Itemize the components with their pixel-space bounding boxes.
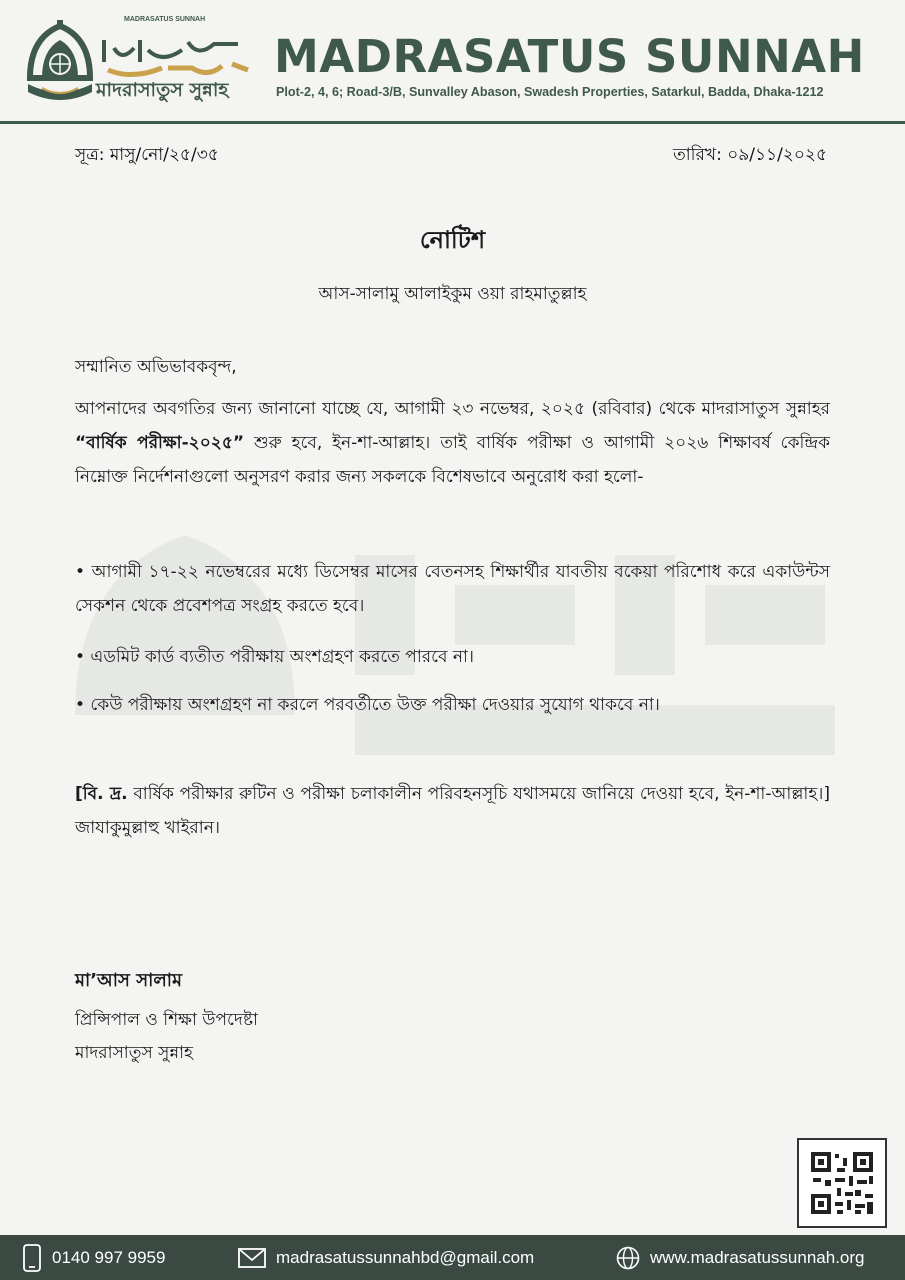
footnote-text: বার্ষিক পরীক্ষার রুটিন ও পরীক্ষা চলাকালীন পরিবহনসূচি যথাসময়ে জানিয়ে দেওয়া হবে, ইন-শা-আল্লাহ।] জাযাকুমুল্লাহু খাইরান। [75, 784, 830, 838]
signatory-designation: প্রিন্সিপাল ও শিক্ষা উপদেষ্টা [75, 1010, 258, 1030]
salutation: সম্মানিত অভিভাবকবৃন্দ, [75, 357, 237, 377]
website-url: www.madrasatussunnah.org [650, 1247, 865, 1267]
main-paragraph [75, 392, 830, 494]
signatory-institution: মাদরাসাতুস সুন্নাহ [75, 1043, 193, 1063]
footer-phone [22, 1235, 165, 1280]
globe-icon [616, 1246, 640, 1270]
email-icon [238, 1248, 266, 1268]
institution-title: MADRASATUS SUNNAH [274, 30, 865, 83]
phone-icon [22, 1244, 42, 1272]
exam-name: “বার্ষিক পরীক্ষা-২০২৫” [75, 433, 245, 453]
instruction-item: • এডমিট কার্ড ব্যতীত পরীক্ষায় অংশগ্রহণ করতে পারবে না। [75, 647, 474, 667]
paragraph-text-2: শুরু হবে, ইন-শা-আল্লাহ। তাই বার্ষিক পরীক্ষা ও আগামী ২০২৬ শিক্ষাবর্ষ কেন্দ্রিক নিম্নোক্ত নির্দেশনাগুলো অনুসরণ করার জন্য সকলকে বিশেষভাবে অনুরোধ করা হলো- [75, 433, 830, 487]
instruction-item: • আগামী ১৭-২২ নভেম্বরের মধ্যে ডিসেম্বর মাসের বেতনসহ শিক্ষার্থীর যাবতীয় বকেয়া পরিশোধ করে একাউন্টস সেকশন থেকে প্রবেশপত্র সংগ্রহ করতে হবে। [75, 562, 830, 616]
footer-website [616, 1235, 865, 1280]
notice-date: তারিখ: ০৯/১১/২০২৫ [673, 145, 827, 165]
footnote-label: [বি. দ্র. [75, 784, 128, 804]
reference-number: সূত্র: মাসু/নো/২৫/৩৫ [75, 145, 219, 165]
footer-email [238, 1235, 534, 1280]
institution-address: Plot-2, 4, 6; Road-3/B, Sunvalley Abason, Swadesh Properties, Satarkul, Badda, Dhaka-1212 [276, 85, 824, 99]
paragraph-text-1: আপনাদের অবগতির জন্য জানানো যাচ্ছে যে, আগামী ২৩ নভেম্বর, ২০২৫ (রবিবার) থেকে মাদরাসাতুস সুন্নাহর [75, 399, 830, 419]
footnote [75, 777, 830, 845]
logo-small-text: MADRASATUS SUNNAH [124, 16, 206, 23]
signatory-name: মা’আস সালাম [75, 970, 182, 991]
notice-title: নোটিশ [419, 226, 486, 254]
logo-bengali-name: মাদরাসাতুস সুন্নাহ [96, 79, 229, 101]
instruction-item: • কেউ পরীক্ষায় অংশগ্রহণ না করলে পরবর্তীতে উক্ত পরীক্ষা দেওয়ার সুযোগ থাকবে না। [75, 695, 660, 715]
email-address: madrasatussunnahbd@gmail.com [276, 1247, 535, 1267]
letterhead [0, 0, 905, 124]
greeting: আস-সালামু আলাইকুম ওয়া রাহমাতুল্লাহ [318, 284, 587, 304]
phone-number: 0140 997 9959 [52, 1247, 166, 1267]
qr-code [797, 1138, 887, 1228]
footer-bar [0, 1235, 905, 1280]
